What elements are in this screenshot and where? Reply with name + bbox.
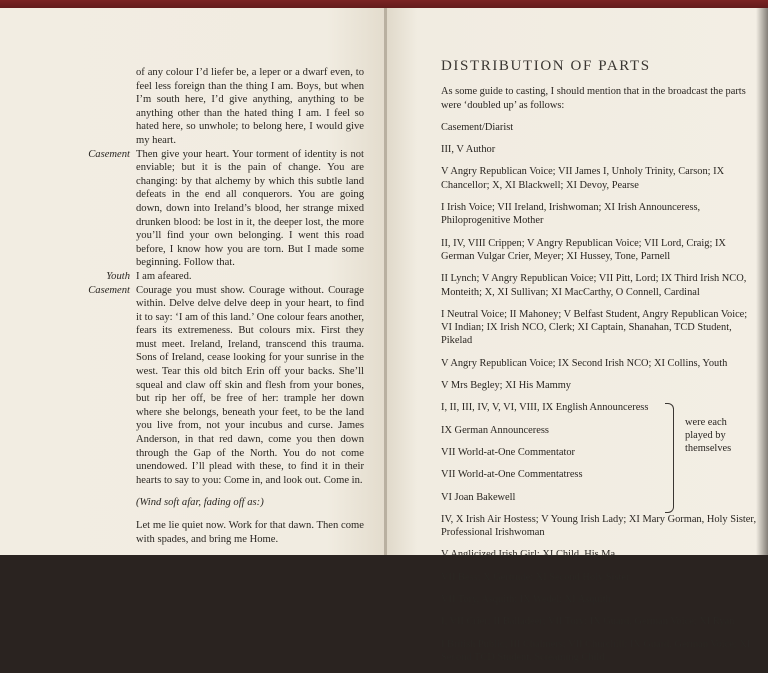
page-edge-shadow	[756, 8, 768, 555]
entries-after	[441, 513, 759, 664]
entries-before	[441, 121, 759, 392]
speaker-name: Youth	[106, 270, 130, 282]
cast-entry: VII Bess; X Gertrude; XI Second Holy Sister	[441, 571, 630, 583]
speaker-name: Casement	[88, 284, 130, 296]
cast-entry: VII Tory, Asquith; IX Wedel; XI Asquith	[441, 594, 611, 606]
cast-entry: IV, X Irish Air Hostess; V Young Irish Lady; XI Mary Gorman, Holy Sister, Professional Irishwoman	[441, 513, 757, 539]
page-heading: DISTRIBUTION OF PARTS	[441, 58, 651, 74]
closing-text: Let me lie quiet now. Work for that dawn. Then come with spades, and bring me Home.	[136, 520, 364, 545]
speech-text: Courage you must show. Courage without. Courage within. Delve delve delve deep in your heart, to find it to say: ‘I am of this land.’ One colour fears another, fears its extremeness. But colours mix. First they must meet. Ireland, Ireland, transcend this trauma. Sons of Ireland, cease looking for your sunrise in the west. Tear this old bitch Erin off your backs. She’ll squeal and claw off skin and flesh from your bones, but rip her off, be free of her: trample her down where she belongs, beneath your feet, to be the land you live from, not your incubus and curse. James Anderson, in that red dawn, come you then down through the Gap of the North. You do not come unendowed. I’ll plead with these, to find it in their hearts to say to you: Come in, and look out. Come in.	[136, 284, 364, 486]
bracket-group	[441, 401, 759, 503]
cast-entry: II, IV, VIII Crippen; V Angry Republican Voice; VII Lord, Craig; IX German Vulgar Crier, Meyer; XI Hussey, Tone, Parnell	[441, 237, 726, 262]
stage-direction: (Wind soft afar, fading off as:)	[136, 497, 264, 509]
cast-entry: V Angry Republican Voice; VII James I, Unholy Trinity, Carson; IX Chancellor; X, XI Blackwell; XI Devoy, Pearse	[441, 166, 725, 191]
cast-entry: II Lynch; V Angry Republican Voice; VII Pitt, Lord; IX Third Irish NCO, Monteith; X, XI Sullivan; XI MacCarthy, O Connell, Cardinal	[441, 273, 747, 298]
distribution-list	[441, 60, 759, 673]
cast-entry: IX German Announceress	[441, 424, 549, 436]
cast-entry: I British Public; III Chalmers; VII Churchill; IX Guard, German Voice; XI Second TCD Student, Screaming Child	[441, 638, 751, 663]
cast-entry: I Irish Voice; VII Ireland, Irishwoman; XI Irish Announceress, Philoprogenitive Mother	[441, 202, 701, 227]
curly-brace	[665, 403, 674, 513]
cast-entry: V Mrs Begley; XI His Mammy	[441, 380, 571, 392]
cast-entry: I Neutral Voice; II Mahoney; V Belfast Student, Angry Republican Voice; VI Indian; IX Irish NCO, Clerk; XI Captain, Shanahan, TCD Student, Pikelad	[441, 308, 748, 347]
speaker-name: Casement	[88, 148, 130, 160]
cast-entry: I, II, III, IV, V, VI, VIII, IX English Announceress	[441, 402, 649, 414]
left-page	[0, 8, 385, 555]
right-page	[387, 8, 768, 663]
cast-entry: VI Joan Bakewell	[441, 491, 516, 503]
bracket-note: were each played by themselves	[685, 417, 732, 454]
cast-entry: I, VII Crier; II Balladeer; VII Tory; IX Guard, German Voice; XI Ryan	[441, 616, 735, 628]
intro-text: As some guide to casting, I should mention that in the broadcast the parts were ‘doubled up’ as follows:	[441, 86, 746, 111]
speech-text: I am afeared.	[136, 270, 192, 282]
cast-entry: III, V Author	[441, 144, 496, 156]
cast-entry: VII World-at-One Commentatress	[441, 469, 583, 481]
cast-entry: VII World-at-One Commentator	[441, 446, 576, 458]
cast-entry: V Angry Republican Voice; IX Second Irish NCO; XI Collins, Youth	[441, 357, 728, 369]
script-text	[34, 66, 364, 546]
cast-entry: Casement/Diarist	[441, 121, 514, 133]
speech-text: Then give your heart. Your torment of identity is not enviable; but it is the pain of change. You are changing: by that alchemy by which this subtle land defeats in the end all conquerors. You are going down, down into Ireland’s blood, her strange mixed drunken blood: be lost in it, the deeper lost, the more you’ll find your own belonging. I went this road before, I know how you are torn. But I made some beginning. Follow that.	[136, 148, 364, 269]
cast-entry: V Anglicized Irish Girl; XI Child, His Ma	[441, 549, 616, 561]
opening-text: of any colour I’d liefer be, a leper or a dwarf even, to feel less foreign than the thing I am. Boys, but when I’m south here, I’d give anything, anything to be anything other than the hated thing I am. I feel so hated here, so unwhole; to belong here, I would give my heart.	[136, 67, 364, 146]
